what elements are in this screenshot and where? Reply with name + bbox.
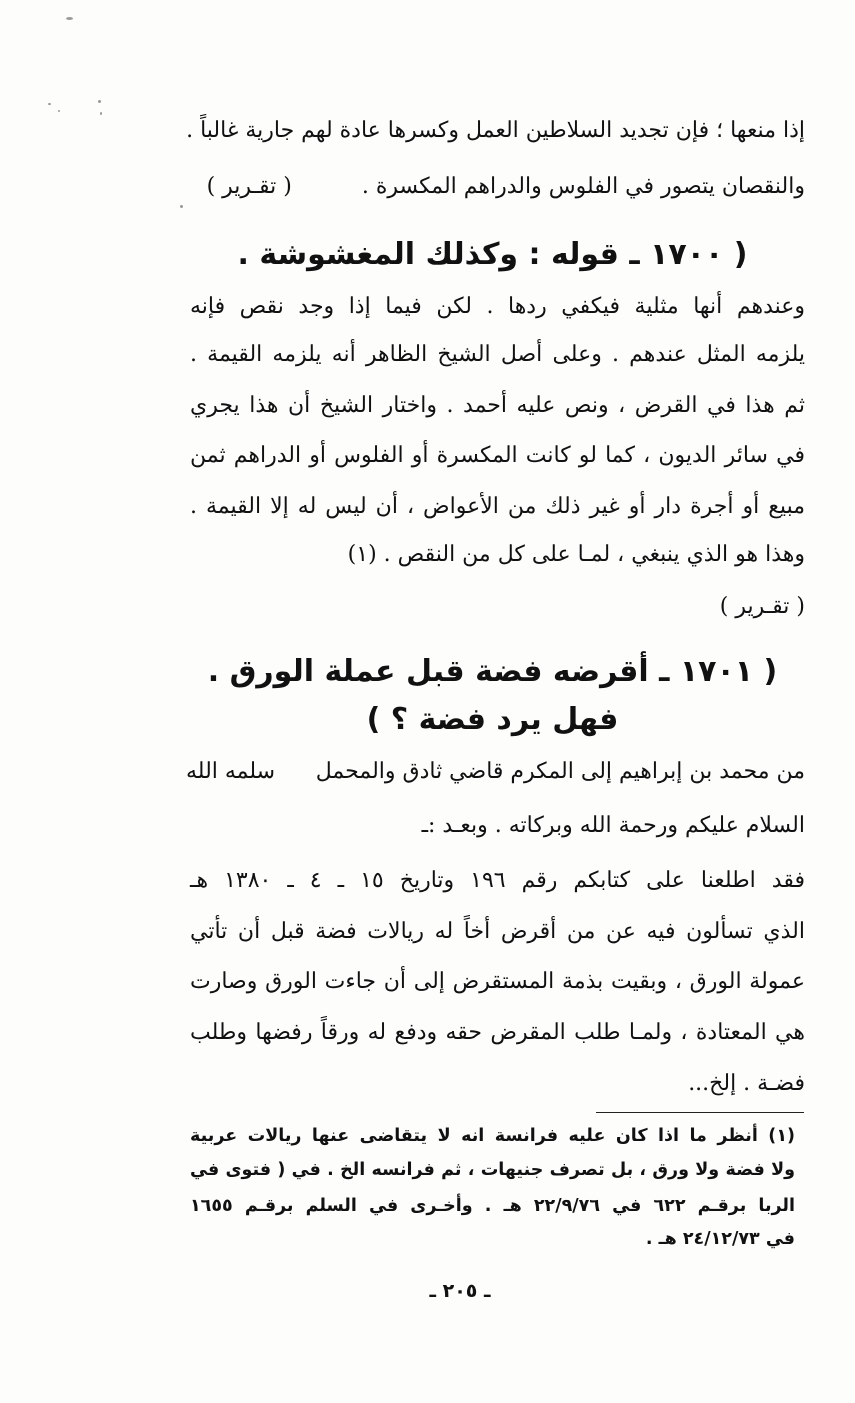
paragraph-line: في سائر الديون ، كما لو كانت المكسرة أو الفلوس أو الدراهم ثمن [190,443,805,468]
paragraph-line-with-tag [207,172,805,202]
footnote-line: في ٢٤/١٢/٧٣ هـ . [645,1229,795,1249]
letter-addressee: من محمد بن إبراهيم إلى المكرم قاضي ثادق والمحمل [315,759,805,784]
footnote-line: (١) أنظر ما اذا كان عليه فرانسة انه لا يتقاضى عنها ريالات عربية [190,1126,795,1146]
section-heading-1701-continued: فهل يرد فضة ؟ ) [366,702,619,737]
letter-body-line: فقد اطلعنا على كتابكم رقم ١٩٦ وتاريخ ١٥ ـ ٤ ـ ١٣٨٠ هـ [190,868,805,893]
letter-greeting: السلام عليكم ورحمة الله وبركاته . وبعـد :ـ [421,813,805,838]
scan-speck [180,205,183,208]
scan-speck [100,112,102,115]
letter-body-line: الذي تسألون فيه عن من أقرض أخاً له ريالات فضة قبل أن تأتي [190,919,805,944]
paragraph-line: وعندهم أنها مثلية فيكفي ردها . لكن فيما إذا وجد نقص فإنه [190,294,805,319]
paragraph-line: ثم هذا في القرض ، ونص عليه أحمد . واختار الشيخ أن هذا يجري [190,393,805,418]
scan-speck [98,100,101,103]
source-tag: ( تقـرير ) [719,594,805,619]
scan-speck [66,17,73,20]
footnote-divider [596,1112,804,1113]
footnote-line: ولا فضة ولا ورق ، بل تصرف جنيهات ، ثم فرانسه الخ . في ( فتوى في [190,1160,795,1180]
footnote-line: الربا برقـم ٦٢٢ في ٢٢/٩/٧٦ هـ . وأخـرى في السلم برقـم ١٦٥٥ [190,1196,795,1216]
letter-blessing: سلمه الله [186,759,276,784]
paragraph-line: يلزمه المثل عندهم . وعلى أصل الشيخ الظاهر أنه يلزمه القيمة . [190,342,805,367]
letter-body-line: هي المعتادة ، ولمـا طلب المقرض حقه ودفع له ورقاً رفضها وطلب [190,1020,805,1045]
paragraph-line: إذا منعها ؛ فإن تجديد السلاطين العمل وكسرها عادة لهم جارية غالباً . [186,118,805,143]
scan-speck [48,103,51,105]
section-heading-1700: ( ١٧٠٠ ـ قوله : وكذلك المغشوشة . [237,237,748,272]
letter-body-line: فضـة . إلخ... [688,1071,805,1096]
page-number: ـ ٢٠٥ ـ [429,1280,491,1302]
paragraph-line: مبيع أو أجرة دار أو غير ذلك من الأعواض ، أن ليس له إلا القيمة . [190,494,805,519]
scan-speck [58,110,60,112]
section-heading-1701: ( ١٧٠١ ـ أقرضه فضة قبل عملة الورق . [207,654,778,689]
letter-body-line: عمولة الورق ، وبقيت بذمة المستقرض إلى أن جاءت الورق وصارت [190,969,805,994]
paragraph-line: وهذا هو الذي ينبغي ، لمـا على كل من النقص . (١) [347,542,805,567]
source-tag: ( تقـرير ) [206,174,292,199]
paragraph-line-text: والنقصان يتصور في الفلوس والدراهم المكسرة . [361,174,805,199]
